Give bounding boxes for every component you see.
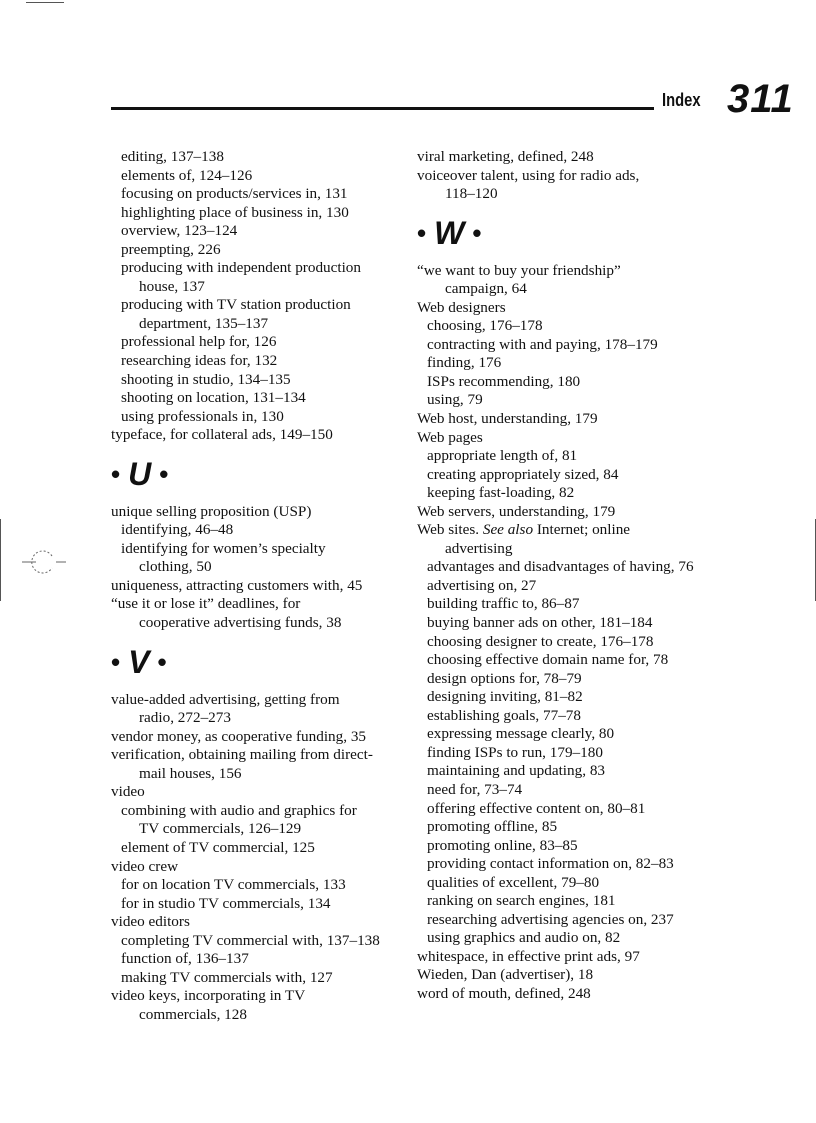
- entry-continuation: commercials, 128: [139, 1005, 247, 1023]
- index-subentry: [417, 707, 717, 726]
- entry-text: element of TV commercial, 125: [121, 838, 315, 856]
- entry-text: Web host, understanding, 179: [417, 410, 598, 428]
- index-subentry: [111, 371, 401, 390]
- entry-text: advertising on, 27: [427, 576, 537, 594]
- section-bullet: •: [111, 646, 121, 677]
- entry-text: Web sites.: [417, 521, 480, 539]
- entry-text: finding ISPs to run, 179–180: [427, 743, 603, 761]
- entry-text: verification, obtaining mailing from direct-: [111, 746, 373, 764]
- index-subentry: [417, 466, 717, 485]
- entry-text: shooting on location, 131–134: [121, 389, 306, 407]
- entry-text: uniqueness, attracting customers with, 45: [111, 576, 363, 594]
- entry-text: video: [111, 783, 145, 801]
- index-entry: [111, 595, 401, 632]
- entry-text: vendor money, as cooperative funding, 35: [111, 727, 367, 745]
- index-column-left: [111, 148, 401, 1024]
- entry-text: focusing on products/services in, 131: [121, 185, 348, 203]
- index-subentry: [111, 296, 401, 333]
- index-entry: [417, 262, 717, 299]
- entry-text: creating appropriately sized, 84: [427, 465, 619, 483]
- index-subentry: [417, 688, 717, 707]
- index-entry: [417, 948, 717, 967]
- entry-continuation: advertising: [445, 539, 513, 557]
- index-entry: [111, 691, 401, 728]
- entry-text: identifying, 46–48: [121, 521, 234, 539]
- index-entry: [111, 858, 401, 877]
- entry-continuation: radio, 272–273: [139, 709, 231, 727]
- entry-text: appropriate length of, 81: [427, 447, 578, 465]
- index-subentry: [111, 802, 401, 839]
- entry-text: for on location TV commercials, 133: [121, 876, 346, 894]
- entry-text: Wieden, Dan (advertiser), 18: [417, 966, 594, 984]
- index-column-right: [417, 148, 717, 1004]
- index-subentry: [417, 892, 717, 911]
- entry-text: value-added advertising, getting from: [111, 690, 340, 708]
- see-also-label: See also: [482, 521, 534, 539]
- index-entry: [417, 148, 717, 167]
- section-heading-w: [417, 204, 717, 262]
- entry-text: researching advertising agencies on, 237: [427, 910, 674, 928]
- entry-text: combining with audio and graphics for: [121, 801, 357, 819]
- entry-text: completing TV commercial with, 137–138: [121, 931, 380, 949]
- entry-text: Web pages: [417, 428, 483, 446]
- index-subentry: [111, 839, 401, 858]
- index-subentry: [111, 876, 401, 895]
- entry-text: expressing message clearly, 80: [427, 725, 615, 743]
- index-entry: [111, 783, 401, 802]
- index-subentry: [111, 185, 401, 204]
- entry-text: “use it or lose it” deadlines, for: [111, 595, 301, 613]
- index-subentry: [111, 167, 401, 186]
- entry-text: keeping fast-loading, 82: [427, 484, 575, 502]
- entry-text: video crew: [111, 857, 179, 875]
- index-subentry: [111, 352, 401, 371]
- entry-continuation: 118–120: [445, 185, 498, 203]
- index-subentry: [417, 762, 717, 781]
- entry-text: producing with TV station production: [121, 296, 351, 314]
- entry-text: typeface, for collateral ads, 149–150: [111, 426, 333, 444]
- index-subentry: [417, 837, 717, 856]
- entry-text: choosing, 176–178: [427, 317, 543, 335]
- index-entry: [111, 987, 401, 1024]
- entry-text: buying banner ads on other, 181–184: [427, 614, 653, 632]
- entry-text: finding, 176: [427, 354, 502, 372]
- index-entry: [111, 728, 401, 747]
- section-letter: U: [128, 455, 152, 492]
- entry-text: whitespace, in effective print ads, 97: [417, 947, 640, 965]
- index-subentry: [417, 781, 717, 800]
- entry-text: identifying for women’s specialty: [121, 539, 326, 557]
- index-subentry: [417, 614, 717, 633]
- entry-text: maintaining and updating, 83: [427, 762, 606, 780]
- index-subentry: [417, 484, 717, 503]
- index-entry: [111, 426, 401, 445]
- entry-text: overview, 123–124: [121, 222, 238, 240]
- entry-text: preempting, 226: [121, 240, 221, 258]
- section-letter: W: [434, 214, 465, 251]
- entry-text: contracting with and paying, 178–179: [427, 335, 658, 353]
- entry-continuation: department, 135–137: [139, 314, 269, 332]
- entry-text: qualities of excellent, 79–80: [427, 873, 600, 891]
- index-subentry: [417, 447, 717, 466]
- entry-text: establishing goals, 77–78: [427, 706, 581, 724]
- index-subentry: [111, 241, 401, 260]
- index-subentry: [111, 521, 401, 540]
- entry-continuation: clothing, 50: [139, 558, 212, 576]
- index-subentry: [417, 818, 717, 837]
- section-heading-v: [111, 633, 401, 691]
- entry-text: Web designers: [417, 298, 506, 316]
- section-bullet: •: [417, 217, 427, 248]
- entry-text: making TV commercials with, 127: [121, 968, 333, 986]
- index-subentry: [111, 148, 401, 167]
- index-subentry: [111, 969, 401, 988]
- index-subentry: [417, 874, 717, 893]
- entry-text: promoting online, 83–85: [427, 836, 578, 854]
- index-subentry: [417, 800, 717, 819]
- entry-text: for in studio TV commercials, 134: [121, 894, 331, 912]
- index-subentry: [417, 391, 717, 410]
- entry-text: professional help for, 126: [121, 333, 277, 351]
- entry-text: designing inviting, 81–82: [427, 688, 583, 706]
- entry-text: choosing effective domain name for, 78: [427, 651, 669, 669]
- entry-text: building traffic to, 86–87: [427, 595, 580, 613]
- index-subentry: [111, 204, 401, 223]
- index-entry: [417, 410, 717, 429]
- index-subentry: [417, 336, 717, 355]
- entry-text: viral marketing, defined, 248: [417, 148, 594, 165]
- index-subentry: [417, 911, 717, 930]
- section-bullet: •: [111, 458, 121, 489]
- entry-text: voiceover talent, using for radio ads,: [417, 166, 640, 184]
- entry-text: video keys, incorporating in TV: [111, 987, 306, 1005]
- entry-text: ISPs recommending, 180: [427, 372, 581, 390]
- entry-text: highlighting place of business in, 130: [121, 203, 349, 221]
- entry-continuation: TV commercials, 126–129: [139, 820, 302, 838]
- index-subentry: [111, 408, 401, 427]
- index-subentry: [111, 895, 401, 914]
- index-subentry: [111, 333, 401, 352]
- entry-text: Web servers, understanding, 179: [417, 502, 616, 520]
- page-number: 311: [727, 77, 794, 121]
- index-subentry: [417, 354, 717, 373]
- crop-mark-left: [0, 519, 1, 601]
- index-entry: [417, 299, 717, 318]
- section-heading-u: [111, 445, 401, 503]
- index-subentry: [417, 744, 717, 763]
- index-subentry: [417, 855, 717, 874]
- index-subentry: [417, 929, 717, 948]
- index-entry: [111, 577, 401, 596]
- index-subentry: [417, 373, 717, 392]
- index-subentry: [417, 725, 717, 744]
- entry-text: promoting offline, 85: [427, 818, 558, 836]
- entry-text: “we want to buy your friendship”: [417, 261, 621, 279]
- entry-text: using graphics and audio on, 82: [427, 929, 621, 947]
- index-subentry: [417, 317, 717, 336]
- index-entry: [417, 429, 717, 448]
- entry-text: ranking on search engines, 181: [427, 892, 616, 910]
- index-subentry: [111, 540, 401, 577]
- index-entry: [111, 746, 401, 783]
- entry-text: producing with independent production: [121, 259, 361, 277]
- index-entry: [417, 521, 717, 558]
- entry-text: video editors: [111, 913, 190, 931]
- see-also-targets: Internet; online: [536, 521, 631, 539]
- entry-text: advantages and disadvantages of having, 76: [427, 558, 694, 576]
- index-subentry: [111, 932, 401, 951]
- entry-text: researching ideas for, 132: [121, 352, 278, 370]
- entry-text: shooting in studio, 134–135: [121, 370, 291, 388]
- entry-text: word of mouth, defined, 248: [417, 984, 591, 1002]
- entry-text: choosing designer to create, 176–178: [427, 632, 654, 650]
- index-entry: [111, 503, 401, 522]
- section-bullet: •: [472, 217, 482, 248]
- section-bullet: •: [157, 646, 167, 677]
- index-entry: [417, 167, 717, 204]
- entry-continuation: campaign, 64: [445, 280, 527, 298]
- entry-continuation: cooperative advertising funds, 38: [139, 614, 342, 632]
- index-subentry: [111, 950, 401, 969]
- entry-text: editing, 137–138: [121, 148, 224, 165]
- index-subentry: [417, 633, 717, 652]
- entry-text: providing contact information on, 82–83: [427, 855, 674, 873]
- entry-text: using, 79: [427, 391, 483, 409]
- section-letter: V: [128, 643, 150, 680]
- entry-text: offering effective content on, 80–81: [427, 799, 646, 817]
- entry-continuation: mail houses, 156: [139, 764, 242, 782]
- index-subentry: [111, 222, 401, 241]
- index-entry: [111, 913, 401, 932]
- entry-text: elements of, 124–126: [121, 166, 253, 184]
- entry-text: design options for, 78–79: [427, 669, 582, 687]
- crop-mark-top: [26, 2, 64, 3]
- index-subentry: [417, 670, 717, 689]
- index-subentry: [417, 595, 717, 614]
- registration-mark-icon: [22, 548, 66, 576]
- running-header-label: Index: [662, 90, 701, 110]
- entry-text: need for, 73–74: [427, 780, 523, 798]
- index-subentry: [111, 259, 401, 296]
- entry-continuation: house, 137: [139, 277, 205, 295]
- index-subentry: [417, 558, 717, 577]
- index-entry: [417, 966, 717, 985]
- index-subentry: [111, 389, 401, 408]
- header-rule: [111, 107, 654, 110]
- entry-text: function of, 136–137: [121, 950, 249, 968]
- index-entry: [417, 985, 717, 1004]
- entry-text: unique selling proposition (USP): [111, 502, 312, 520]
- section-bullet: •: [159, 458, 169, 489]
- index-subentry: [417, 651, 717, 670]
- index-entry: [417, 503, 717, 522]
- entry-text: using professionals in, 130: [121, 407, 284, 425]
- index-subentry: [417, 577, 717, 596]
